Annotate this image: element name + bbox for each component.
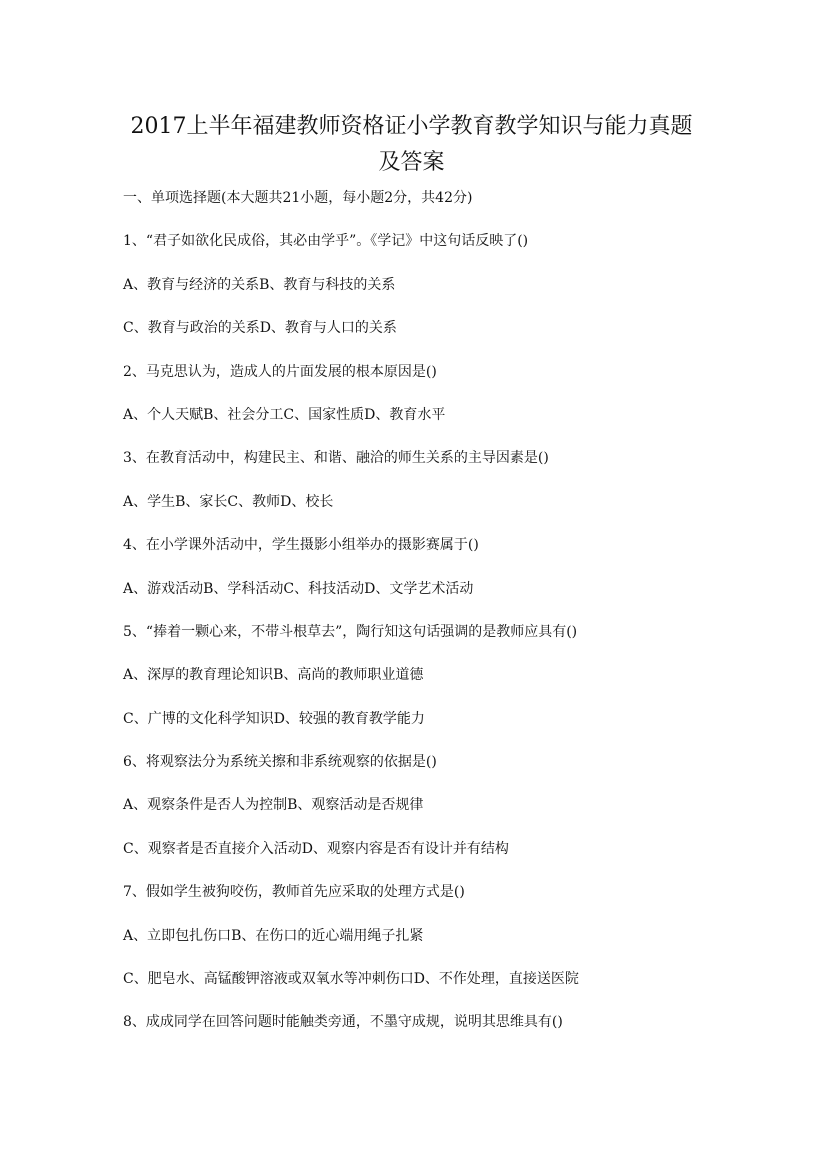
document-body	[123, 186, 579, 1054]
text-line: A、立即包扎伤口B、在伤口的近心端用绳子扎紧	[123, 927, 424, 944]
document-title-line1: 2017上半年福建教师资格证小学教育教学知识与能力真题	[130, 114, 693, 139]
text-line: C、教育与政治的关系D、教育与人口的关系	[123, 320, 397, 337]
text-line: 1、“君子如欲化民成俗，其必由学乎”。《学记》中这句话反映了()	[123, 233, 529, 250]
text-line: A、学生B、家长C、教师D、校长	[123, 493, 334, 510]
text-line: 4、在小学课外活动中，学生摄影小组举办的摄影赛属于()	[123, 537, 479, 554]
text-line: A、个人天赋B、社会分工C、国家性质D、教育水平	[123, 406, 446, 423]
text-line: 8、成成同学在回答问题时能触类旁通，不墨守成规，说明其思维具有()	[123, 1014, 563, 1031]
text-line: 6、将观察法分为系统关擦和非系统观察的依据是()	[123, 754, 437, 771]
text-line: 5、“捧着一颗心来，不带斗根草去”，陶行知这句话强调的是教师应具有()	[123, 623, 578, 640]
text-line: C、广博的文化科学知识D、较强的教育教学能力	[123, 710, 425, 727]
text-line: 2、马克思认为，造成人的片面发展的根本原因是()	[123, 363, 437, 380]
section-heading: 一、单项选择题(本大题共21小题，每小题2分，共42分)	[123, 190, 473, 206]
text-line: C、肥皂水、高锰酸钾溶液或双氧水等冲刺伤口D、不作处理，直接送医院	[123, 971, 579, 988]
text-line: A、观察条件是否人为控制B、观察活动是否规律	[123, 797, 424, 814]
text-line: 7、假如学生被狗咬伤，教师首先应采取的处理方式是()	[123, 884, 465, 901]
document-title-line2: 及答案	[378, 150, 445, 175]
text-line: A、教育与经济的关系B、教育与科技的关系	[123, 276, 396, 293]
text-line: C、观察者是否直接介入活动D、观察内容是否有设计并有结构	[123, 840, 509, 857]
text-line: A、深厚的教育理论知识B、高尚的教师职业道德	[123, 667, 424, 684]
text-line: A、游戏活动B、学科活动C、科技活动D、文学艺术活动	[123, 580, 474, 597]
text-line: 3、在教育活动中，构建民主、和谐、融洽的师生关系的主导因素是()	[123, 450, 549, 467]
